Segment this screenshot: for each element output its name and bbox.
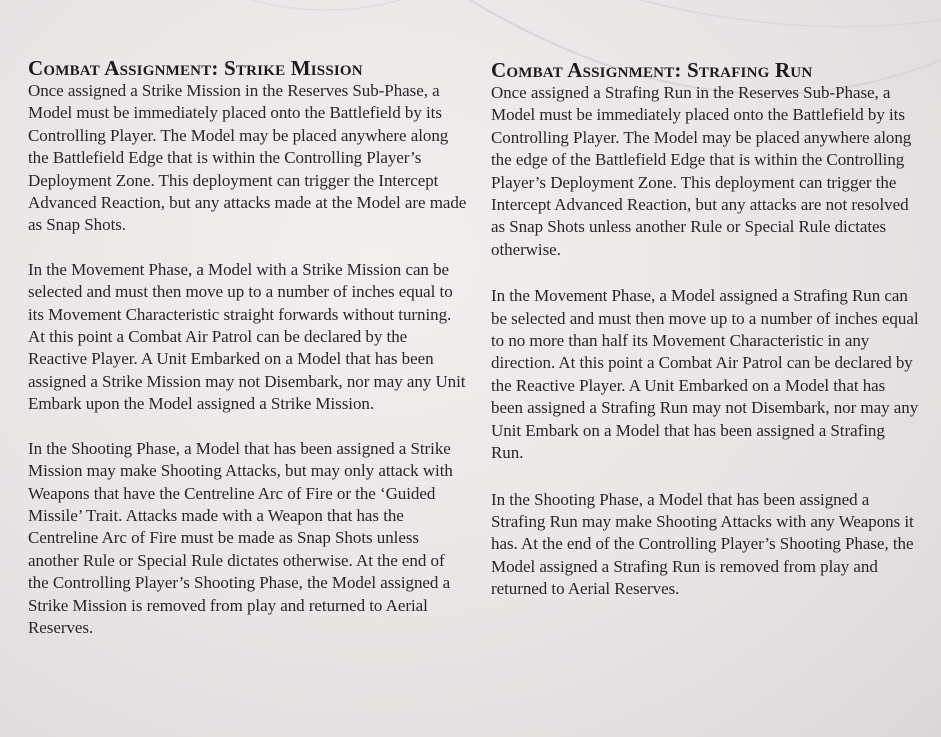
strike-mission-paragraph-shooting: In the Shooting Phase, a Model that has been assigned a Strike Mission may make Shooting Attacks, but may only attack with Weapons that have the Centreline Arc of Fire or the ‘Guided Missile’ Trait. Attacks made with a Weapon that has the Centreline Arc of Fire must be made as Snap Shots unless another Rule or Special Rule dictates otherwise. At the end of the Controlling Player’s Shooting Phase, the Model assigned a Strike Mission is removed from play and returned to Aerial Reserves. (28, 438, 453, 637)
strike-mission-paragraph-deployment: Once assigned a Strike Mission in the Reserves Sub-Phase, a Model must be immediately placed onto the Battlefield by its Controlling Player. The Model may be placed anywhere along the Battlefield Edge that is within the Controlling Player’s Deployment Zone. This deployment can trigger the Intercept Advanced Reaction, but any attacks made at the Model are made as Snap Shots. (28, 81, 467, 235)
strafing-run-paragraph-movement: In the Movement Phase, a Model assigned a Strafing Run can be selected and must then move up to a number of inches equal to no more than half its Movement Characteristic in any direction. At this point a Combat Air Patrol can be declared by the Reactive Player. A Unit Embarked on a Model that has been assigned a Strafing Run may not Disembark, nor may any Unit Embark on a Model that has been assigned a Strafing Run. (491, 286, 919, 463)
strike-mission-heading: Combat Assignment: Strike Mission (28, 56, 363, 80)
strafing-run-section (491, 58, 921, 601)
strafing-run-heading: Combat Assignment: Strafing Run (491, 58, 813, 82)
strafing-run-paragraph-deployment: Once assigned a Strafing Run in the Reserves Sub-Phase, a Model must be immediately placed onto the Battlefield by its Controlling Player. The Model may be placed anywhere along the edge of the Battlefield Edge that is within the Controlling Player’s Deployment Zone. This deployment can trigger the Intercept Advanced Reaction, but any attacks are not resolved as Snap Shots unless another Rule or Special Rule dictates otherwise. (491, 83, 912, 259)
strafing-run-paragraph-shooting: In the Shooting Phase, a Model that has been assigned a Strafing Run may make Shooting Attacks with any Weapons it has. At the end of the Controlling Player’s Shooting Phase, the Model assigned a Strafing Run is removed from play and returned to Aerial Reserves. (491, 489, 914, 599)
strike-mission-paragraph-movement: In the Movement Phase, a Model with a Strike Mission can be selected and must then move up to a number of inches equal to its Movement Characteristic straight forwards without turning. At this point a Combat Air Patrol can be declared by the Reactive Player. A Unit Embarked on a Model that has been assigned a Strike Mission may not Disembark, nor may any Unit Embark upon the Model assigned a Strike Mission. (28, 259, 466, 414)
strike-mission-section (28, 56, 468, 639)
